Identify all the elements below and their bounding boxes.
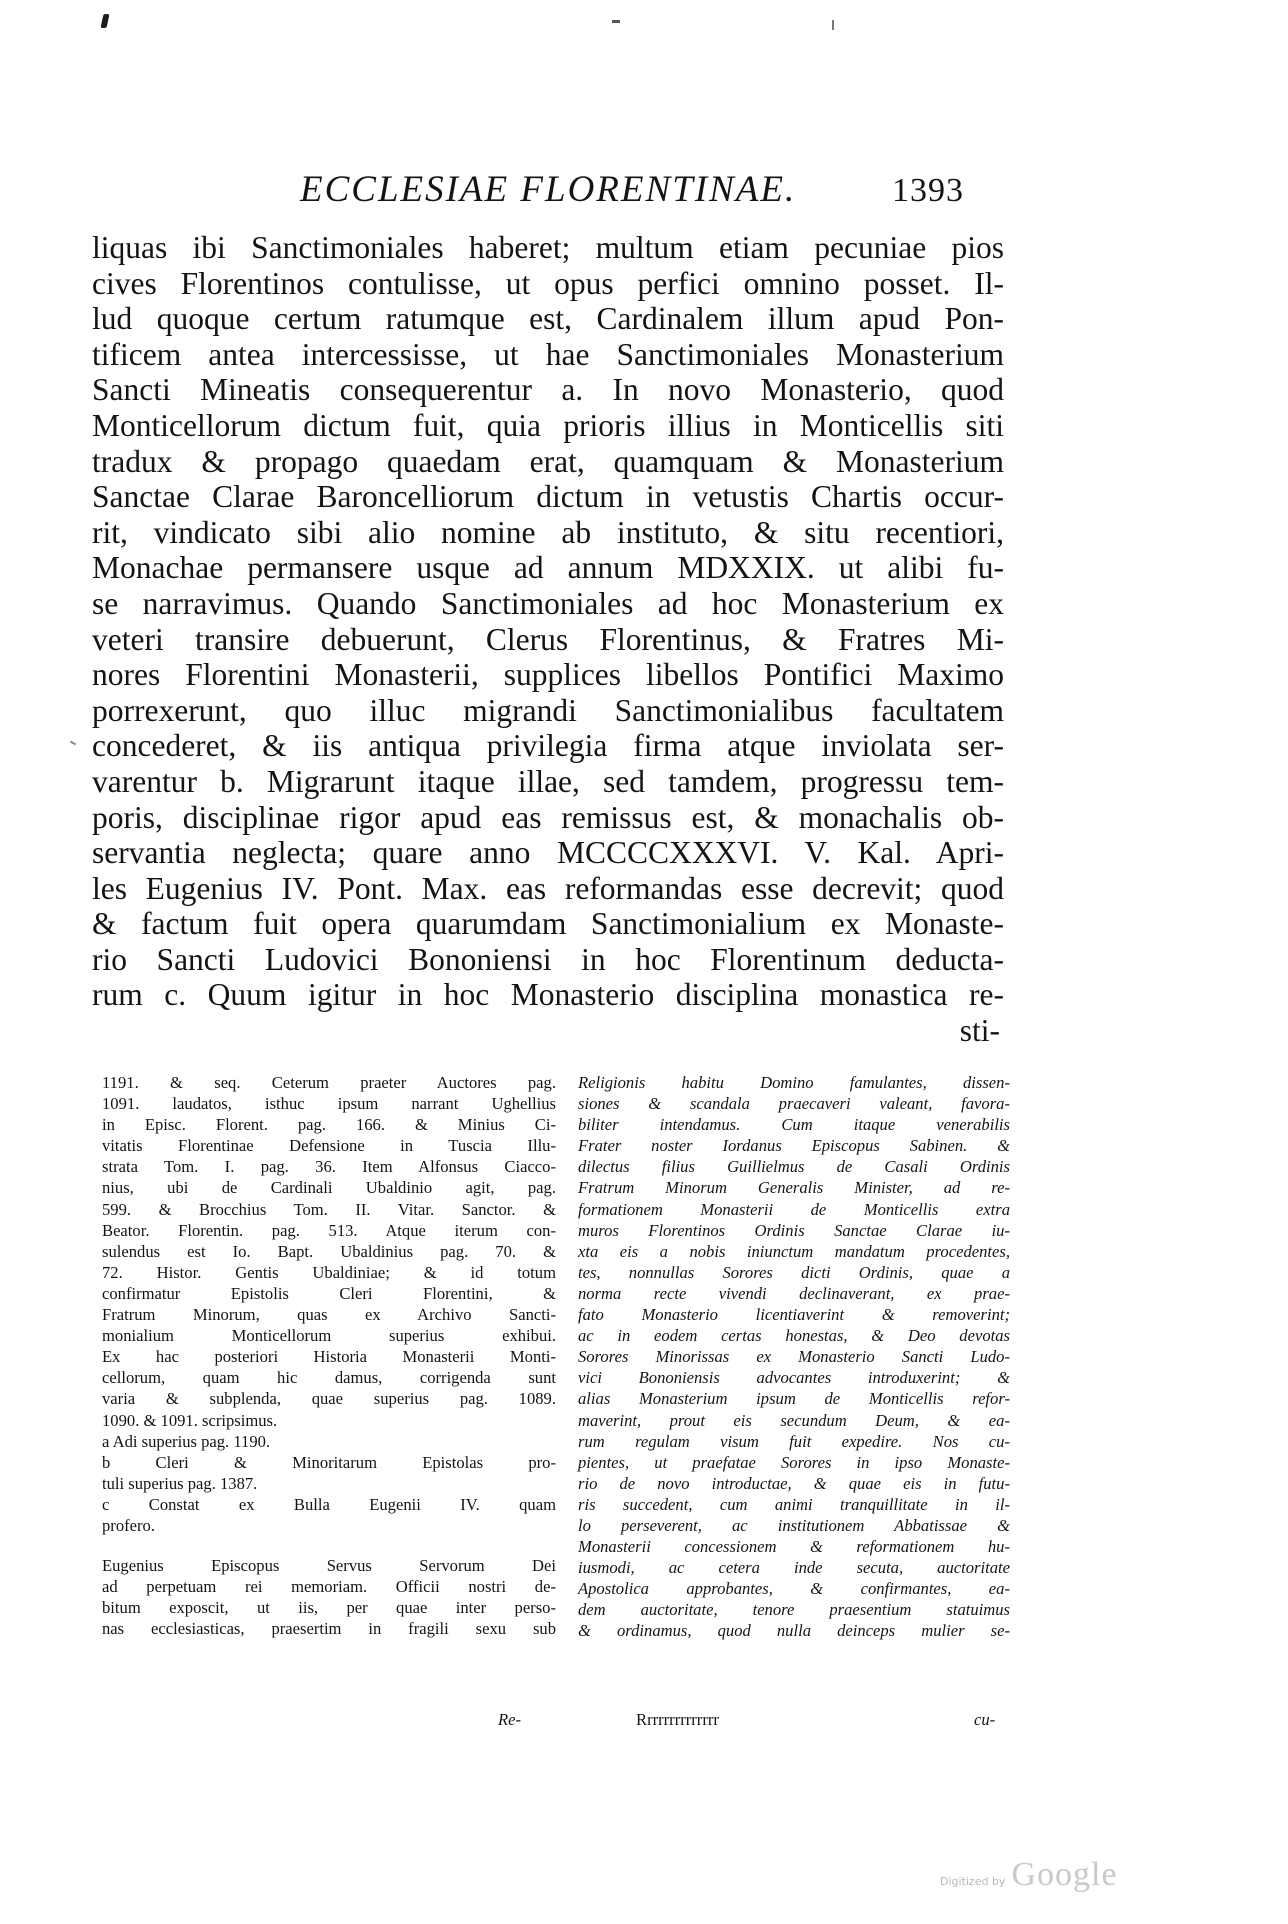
footnote-line: varia & subplenda, quae superius pag. 1089.: [102, 1389, 556, 1409]
footnote-line: Apostolica approbantes, & confirmantes, ea-: [578, 1579, 1010, 1599]
text-line: nores Florentini Monasterii, supplices libellos Pontifici Maximo: [92, 657, 1004, 693]
footnote-line: lo perseverent, ac institutionem Abbatissae &: [578, 1515, 1010, 1535]
footnote-line: Fratrum Minorum, quas ex Archivo Sancti-: [102, 1305, 556, 1325]
text-line: Sanctae Clarae Baroncelliorum dictum in vetustis Chartis occur-: [92, 479, 1004, 515]
digitization-watermark: [940, 1856, 1118, 1894]
footnote-line: a Adi superius pag. 1190.: [102, 1431, 271, 1451]
text-line: cives Florentinos contulisse, ut opus perfici omnino posset. Il-: [92, 265, 1004, 301]
footnote-line: formationem Monasterii de Monticellis extra: [578, 1199, 1010, 1219]
footnote-line: nas ecclesiasticas, praesertim in fragili sexu sub: [102, 1619, 556, 1639]
footnote-line: vitatis Florentinae Defensione in Tuscia Illu-: [102, 1136, 556, 1156]
footnote-line: monialium Monticellorum superius exhibui.: [102, 1326, 556, 1346]
footnote-line: 72. Histor. Gentis Ubaldiniae; & id totum: [102, 1262, 556, 1282]
text-line: Sancti Mineatis consequerentur a. In novo Monasterio, quod: [92, 372, 1004, 408]
text-line: tradux & propago quaedam erat, quamquam & Monasterium: [92, 443, 1004, 479]
text-line: sti-: [959, 1013, 1000, 1049]
footnote-line: Eugenius Episcopus Servus Servorum Dei: [102, 1556, 556, 1576]
text-line: se narravimus. Quando Sanctimoniales ad hoc Monasterium ex: [92, 585, 1004, 621]
footnote-line: Frater noster Iordanus Episcopus Sabinen. &: [578, 1136, 1010, 1156]
text-line: liquas ibi Sanctimoniales haberet; multum etiam pecuniae pios: [92, 230, 1004, 265]
text-line: rio Sancti Ludovici Bononiensi in hoc Florentinum deducta-: [92, 941, 1004, 977]
text-line: & factum fuit opera quarumdam Sanctimonialium ex Monaste-: [92, 906, 1004, 942]
footnotes-right-column: [578, 1072, 1010, 1642]
footnote-line: Monasterii concessionem & reformationem hu-: [578, 1537, 1010, 1557]
footnote-line: & ordinamus, quod nulla deinceps mulier se-: [578, 1621, 1010, 1641]
page-number: 1393: [892, 172, 964, 209]
text-line: veteri transire debuerunt, Clerus Florentinus, & Fratres Mi-: [92, 621, 1004, 657]
ink-speck: [70, 741, 76, 746]
footnote-line: c Constat ex Bulla Eugenii IV. quam: [102, 1494, 556, 1514]
text-line: varentur b. Migrarunt itaque illae, sed tamdem, progressu tem-: [92, 763, 1004, 799]
text-line: Monticellorum dictum fuit, quia prioris illius in Monticellis siti: [92, 407, 1004, 443]
text-line: tificem antea intercessisse, ut hae Sanctimoniales Monasterium: [92, 336, 1004, 372]
text-line: porrexerunt, quo illuc migrandi Sanctimonialibus facultatem: [92, 692, 1004, 728]
footnote-line: nius, ubi de Cardinali Ubaldinio agit, pag.: [102, 1178, 556, 1198]
footnote-line: bitum exposcit, ut iis, per quae inter perso-: [102, 1598, 556, 1618]
running-head: ECCLESIAE FLORENTINAE.: [300, 169, 797, 210]
footnote-line: fato Monasterio licentiaverint & removerint;: [578, 1305, 1010, 1325]
footnote-line: cellorum, quam hic damus, corrigenda sunt: [102, 1368, 556, 1388]
footnote-line: 1090. & 1091. scripsimus.: [102, 1410, 278, 1430]
footnote-line: in Episc. Florent. pag. 166. & Minius Ci-: [102, 1115, 556, 1135]
google-logo: Google: [1011, 1856, 1118, 1893]
footnote-line: xta eis a nobis iniunctum mandatum procedentes,: [578, 1241, 1010, 1261]
footnotes-left-column: [102, 1072, 556, 1639]
footnote-line: maverint, prout eis secundum Deum, & ea-: [578, 1410, 1010, 1430]
text-line: servantia neglecta; quare anno MCCCCXXXVI. V. Kal. Apri-: [92, 835, 1004, 871]
footnote-line: sulendus est Io. Bapt. Ubaldinius pag. 70. &: [102, 1241, 556, 1261]
catchword-right: cu-: [974, 1710, 996, 1729]
text-line: Monachae permansere usque ad annum MDXXIX. ut alibi fu-: [92, 550, 1004, 586]
footnote-line: ad perpetuam rei memoriam. Officii nostri de-: [102, 1577, 556, 1597]
footnote-line: norma recte vivendi declinaverant, ex prae-: [578, 1283, 1010, 1303]
footnote-line: strata Tom. I. pag. 36. Item Alfonsus Ciacco-: [102, 1157, 556, 1177]
footnote-line: tes, nonnullas Sorores dicti Ordinis, quae a: [578, 1262, 1010, 1282]
footnote-line: dilectus filius Guillielmus de Casali Ordinis: [578, 1157, 1010, 1177]
text-line: rit, vindicato sibi alio nomine ab instituto, & situ recentiori,: [92, 514, 1004, 550]
footnote-line: rum regulam visum fuit expedire. Nos cu-: [578, 1431, 1010, 1451]
ink-speck: [612, 20, 620, 23]
signature-mark: Rrrrrrrrrrrrrr: [636, 1710, 719, 1729]
ink-speck: [832, 20, 834, 30]
ink-blot: [101, 14, 110, 28]
footnote-line: 1091. laudatos, isthuc ipsum narrant Ughellius: [102, 1094, 556, 1114]
footnote-line: ris succedent, cum animi tranquillitate in il-: [578, 1494, 1010, 1514]
footnote-line: iusmodi, ac cetera inde secuta, auctoritate: [578, 1558, 1010, 1578]
text-line: les Eugenius IV. Pont. Max. eas reformandas esse decrevit; quod: [92, 870, 1004, 906]
footnote-line: Sorores Minorissas ex Monasterio Sancti Ludo-: [578, 1347, 1010, 1367]
text-line: lud quoque certum ratumque est, Cardinalem illum apud Pon-: [92, 301, 1004, 337]
main-text-block: [92, 230, 1004, 1049]
watermark-prefix: Digitized by: [940, 1875, 1006, 1888]
footnote-line: Beator. Florentin. pag. 513. Atque iterum con-: [102, 1220, 556, 1240]
footnote-line: biliter intendamus. Cum itaque venerabilis: [578, 1115, 1010, 1135]
text-line: rum c. Quum igitur in hoc Monasterio disciplina monastica re-: [92, 977, 1004, 1013]
footnote-line: confirmatur Epistolis Cleri Florentini, &: [102, 1283, 556, 1303]
footnote-line: 1191. & seq. Ceterum praeter Auctores pag.: [102, 1073, 556, 1092]
catchword-left: Re-: [498, 1710, 522, 1729]
footnote-line: Ex hac posteriori Historia Monasterii Monti-: [102, 1347, 556, 1367]
footnote-line: muros Florentinos Ordinis Sanctae Clarae iu-: [578, 1220, 1010, 1240]
footnote-line: profero.: [102, 1515, 155, 1535]
footnote-line: Religionis habitu Domino famulantes, dissen-: [578, 1073, 1010, 1092]
footnote-line: Fratrum Minorum Generalis Minister, ad re-: [578, 1178, 1010, 1198]
footnote-line: 599. & Brocchius Tom. II. Vitar. Sanctor. &: [102, 1199, 556, 1219]
footnote-line: siones & scandala praecaveri valeant, favora-: [578, 1094, 1010, 1114]
footnote-line: vici Bononiensis advocantes introduxerint; &: [578, 1368, 1010, 1388]
footnote-line: dem auctoritate, tenore praesentium statuimus: [578, 1600, 1010, 1620]
footnote-line: tuli superius pag. 1387.: [102, 1473, 258, 1493]
page-header: [300, 168, 980, 214]
footnote-line: ac in eodem certas honestas, & Deo devotas: [578, 1326, 1010, 1346]
text-line: concederet, & iis antiqua privilegia firma atque inviolata ser-: [92, 728, 1004, 764]
footnote-line: b Cleri & Minoritarum Epistolas pro-: [102, 1452, 556, 1472]
footnote-line: rio de novo introductae, & quae eis in futu-: [578, 1473, 1010, 1493]
footnote-line: alias Monasterium ipsum de Monticellis refor-: [578, 1389, 1010, 1409]
text-line: poris, disciplinae rigor apud eas remissus est, & monachalis ob-: [92, 799, 1004, 835]
footnote-line: pientes, ut praefatae Sorores in ipso Monaste-: [578, 1452, 1010, 1472]
